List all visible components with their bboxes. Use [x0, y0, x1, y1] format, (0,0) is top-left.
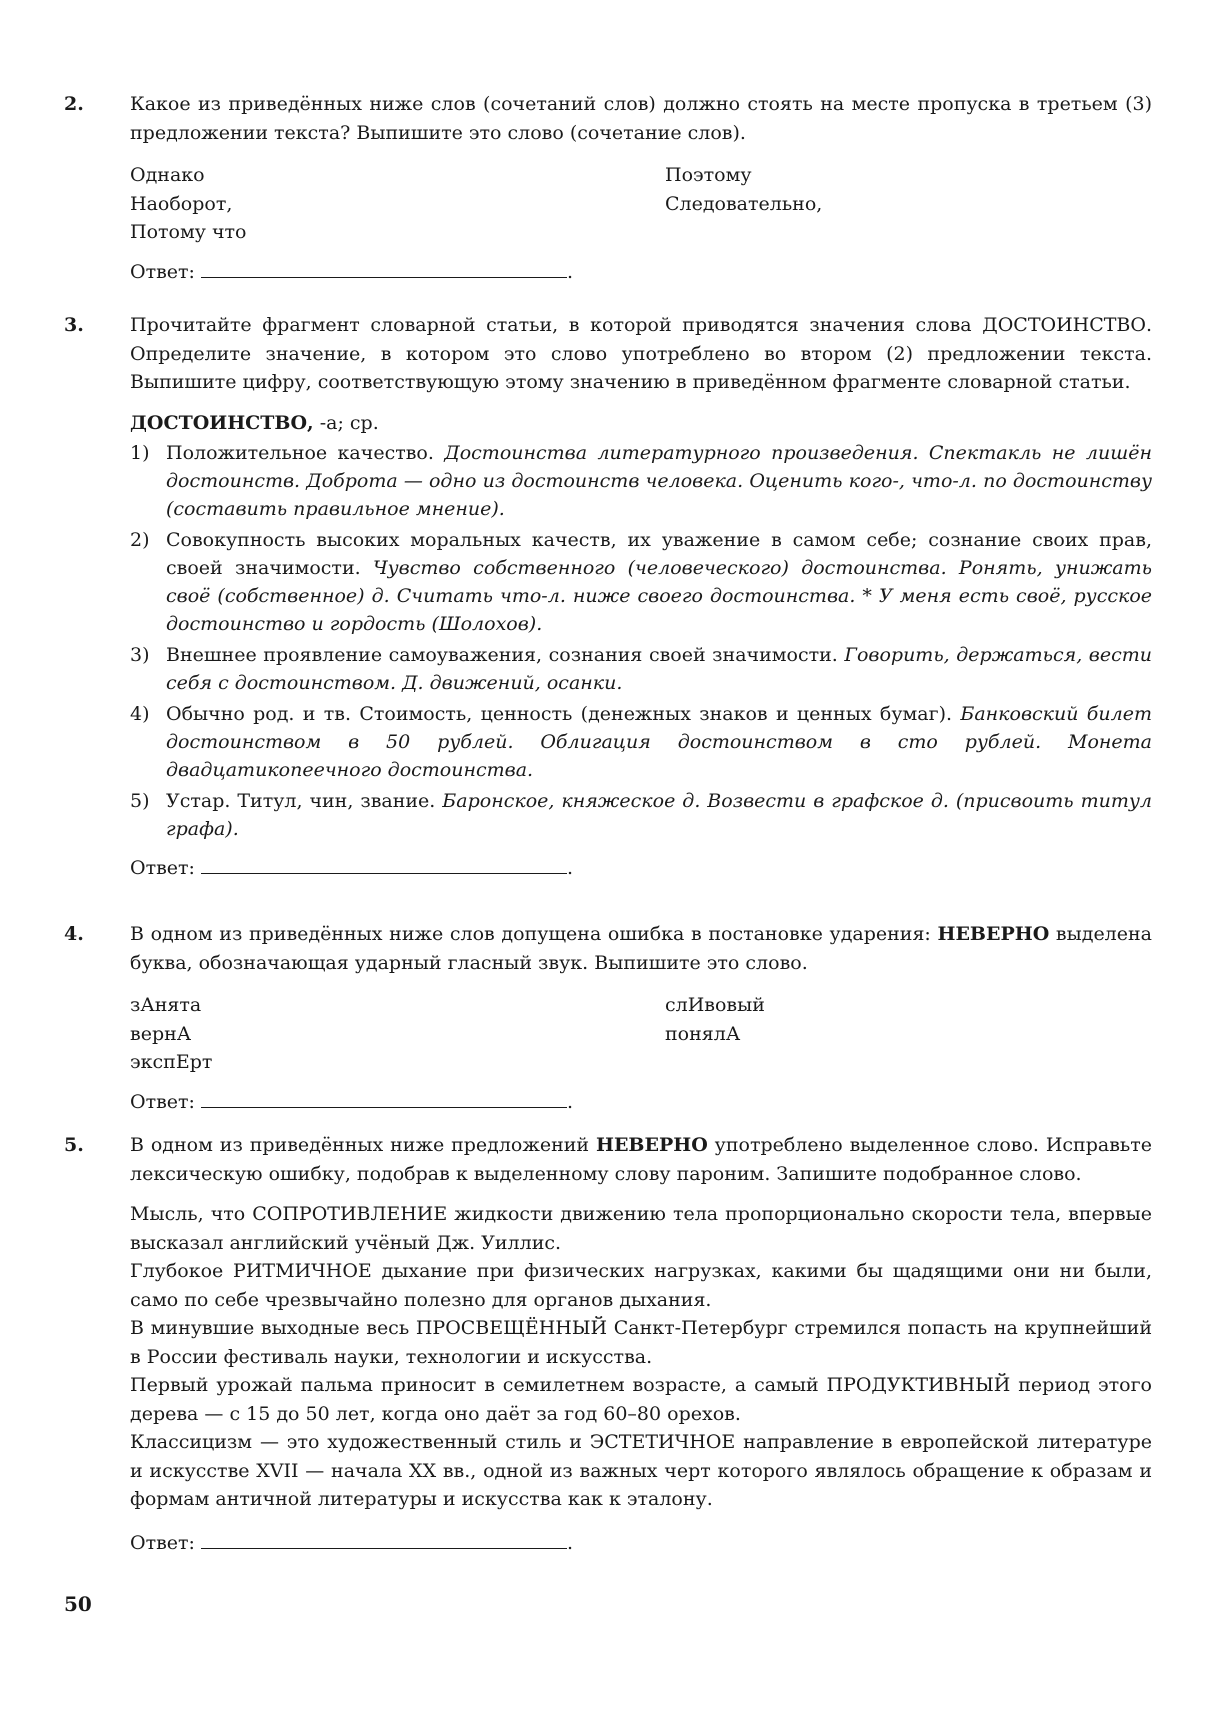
sentence: Классицизм — это художественный стиль и ЭСТЕТИЧНОЕ направление в европейской литературе и искусстве XVII — начала XX вв., одной из важных черт которого являлось обращение к образам и формам античной литературы и искусства как к эталону. [130, 1431, 1152, 1510]
sentence: В минувшие выходные весь ПРОСВЕЩЁННЫЙ Санкт-Петербург стремился попасть на крупнейший в России фестиваль науки, технологии и искусства. [130, 1317, 1152, 1368]
headword: ДОСТОИНСТВО, [130, 411, 314, 434]
answer-label: Ответ: [130, 261, 195, 283]
answer-blank[interactable] [201, 853, 567, 874]
emphasis-word: НЕВЕРНО [596, 1134, 708, 1156]
sentence: Глубокое РИТМИЧНОЕ дыхание при физических нагрузках, какими бы щадящими они ни были, само по себе чрезвычайно полезно для органов дыхания. [130, 1260, 1152, 1311]
sentence: Первый урожай пальма приносит в семилетнем возрасте, а самый ПРОДУКТИВНЫЙ период этого дерева — с 15 до 50 лет, когда оно даёт за год 60–80 орехов. [130, 1374, 1152, 1425]
option: Потому что [130, 221, 247, 243]
definition-item: 5) Устар. Титул, чин, звание. Баронское, княжеское д. Возвести в графское д. (присвоить титул графа). [130, 789, 1152, 840]
sentence: Мысль, что СОПРОТИВЛЕНИЕ жидкости движению тела пропорционально скорости тела, впервые высказал английский учёный Дж. Уиллис. [130, 1203, 1152, 1254]
answer-line[interactable]: Ответ: . [130, 1087, 1152, 1117]
answer-label: Ответ: [130, 1091, 195, 1113]
task-question: Какое из приведённых ниже слов (сочетаний слов) должно стоять на месте пропуска в третьем (3) предложении текста? Выпишите это слово (сочетание слов). [130, 93, 1152, 144]
option: зАнята [130, 994, 202, 1016]
option-list [130, 161, 1152, 247]
answer-label: Ответ: [130, 856, 195, 879]
headword-grammar: -а; ср. [313, 411, 379, 434]
dictionary-headword [130, 409, 1152, 437]
task-question: В одном из приведённых ниже предложений НЕВЕРНО употреблено выделенное слово. Исправьте лексическую ошибку, подобрав к выделенному слову пароним. Запишите подобранное слово. [130, 1134, 1152, 1185]
answer-blank[interactable] [201, 1528, 567, 1549]
option: Следовательно, [665, 192, 823, 215]
answer-blank[interactable] [201, 1087, 567, 1108]
answer-line[interactable]: Ответ: . [130, 1528, 1152, 1558]
task-number: 4. [64, 923, 84, 945]
definition-item: 1) Положительное качество. Достоинства литературного произведения. Спектакль не лишён достоинств. Доброта — одно из достоинств человека. Оценить кого-, что-л. по достоинству (составить правильное мнение). [130, 441, 1152, 520]
answer-blank[interactable] [201, 257, 567, 278]
option: экспЕрт [130, 1051, 213, 1073]
option: Однако [130, 164, 205, 186]
task-question: Прочитайте фрагмент словарной статьи, в которой приводятся значения слова ДОСТОИНСТВО. Определите значение, в котором это слово употреблено во втором (2) предложении текста. Выпишите цифру, соответствующую этому значению в приведённом фрагменте словарной статьи. [130, 314, 1152, 393]
definition-item: 3) Внешнее проявление самоуважения, сознания своей значимости. Говорить, держаться, вести себя с достоинством. Д. движений, осанки. [130, 643, 1153, 694]
option: слИвовый [665, 994, 765, 1016]
task-question: В одном из приведённых ниже слов допущена ошибка в постановке ударения: НЕВЕРНО выделена буква, обозначающая ударный гласный звук. Выпишите это слово. [130, 923, 1152, 974]
option: Наоборот, [130, 192, 233, 215]
task-number: 2. [64, 93, 84, 115]
task-number: 3. [64, 314, 84, 336]
task-number: 5. [64, 1134, 84, 1156]
option: понялА [665, 1022, 741, 1045]
answer-label: Ответ: [130, 1531, 195, 1554]
option-list [130, 991, 1152, 1077]
answer-line[interactable]: Ответ: . [130, 257, 1152, 287]
answer-line[interactable]: Ответ: . [130, 853, 1152, 883]
definition-list [130, 439, 1152, 843]
page-number: 50 [64, 1592, 92, 1616]
option: Поэтому [665, 164, 752, 186]
option: вернА [130, 1022, 192, 1045]
definition-item: 2) Совокупность высоких моральных качеств, их уважение в самом себе; сознание своих прав, своей значимости. Чувство собственного (человеческого) достоинства. Ронять, унижать своё (собственное) д. Считать что-л. ниже своего достоинства. * У меня есть своё, русское достоинство и гордость (Шолохов). [130, 528, 1152, 635]
emphasis-word: НЕВЕРНО [937, 923, 1050, 945]
sentence-list [130, 1200, 1152, 1514]
definition-item: 4) Обычно род. и тв. Стоимость, ценность (денежных знаков и ценных бумаг). Банковский билет достоинством в 50 рублей. Облигация достоинством в сто рублей. Монета двадцатикопеечного достоинства. [130, 702, 1152, 781]
